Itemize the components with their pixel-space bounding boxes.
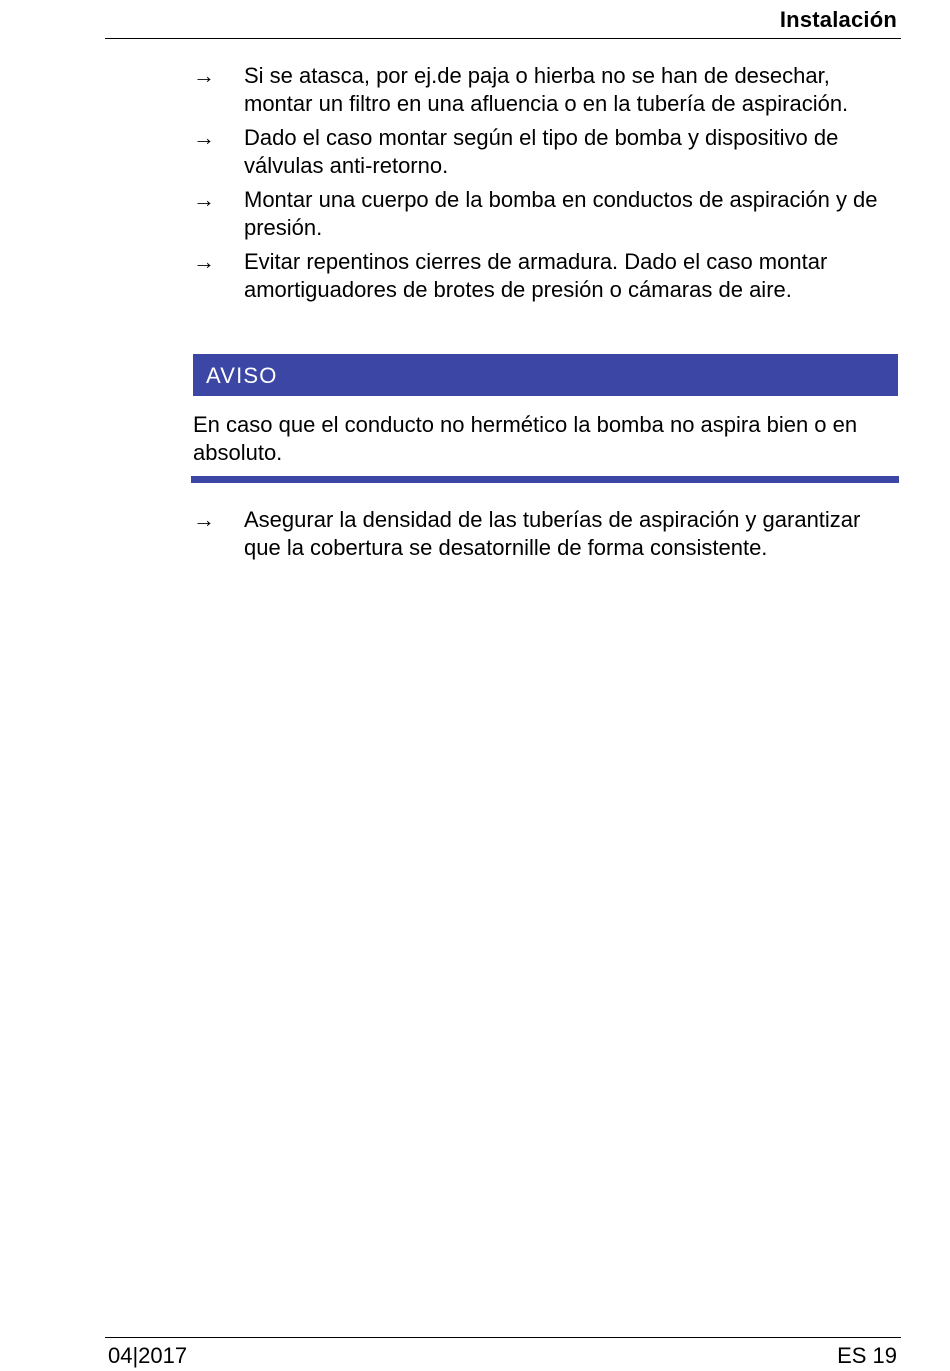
instruction-list xyxy=(193,62,898,310)
instruction-item xyxy=(193,248,898,303)
instruction-text: Si se atasca, por ej.de paja o hierba no se han de desechar, montar un filtro en una afluencia o en la tubería de aspiración. xyxy=(244,63,849,116)
instruction-text: Montar una cuerpo de la bomba en conductos de aspiración y de presión. xyxy=(244,187,878,240)
document-date: 04|2017 xyxy=(108,1343,188,1368)
arrow-right-icon: → xyxy=(193,249,215,274)
instruction-item xyxy=(193,506,898,561)
instruction-item xyxy=(193,186,898,241)
notice-divider xyxy=(191,476,899,483)
page-number: ES 19 xyxy=(837,1343,897,1368)
notice-text: En caso que el conducto no hermético la bomba no aspira bien o en absoluto. xyxy=(193,412,858,465)
instruction-text: Evitar repentinos cierres de armadura. Dado el caso montar amortiguadores de brotes de presión o cámaras de aire. xyxy=(244,249,828,302)
instruction-text: Asegurar la densidad de las tuberías de aspiración y garantizar que la cobertura se desatornille de forma consistente. xyxy=(244,507,861,560)
page-header xyxy=(105,0,901,39)
arrow-right-icon: → xyxy=(193,507,215,532)
notice-label: AVISO xyxy=(206,363,278,388)
arrow-right-icon: → xyxy=(193,187,215,212)
section-title: Instalación xyxy=(779,7,897,32)
instruction-text: Dado el caso montar según el tipo de bomba y dispositivo de válvulas anti-retorno. xyxy=(244,125,839,178)
arrow-right-icon: → xyxy=(193,125,215,150)
instruction-item xyxy=(193,62,898,117)
notice-banner xyxy=(193,354,898,396)
instruction-list-after-notice xyxy=(193,506,898,568)
page-footer xyxy=(105,1337,901,1371)
arrow-right-icon: → xyxy=(193,63,215,88)
instruction-item xyxy=(193,124,898,179)
